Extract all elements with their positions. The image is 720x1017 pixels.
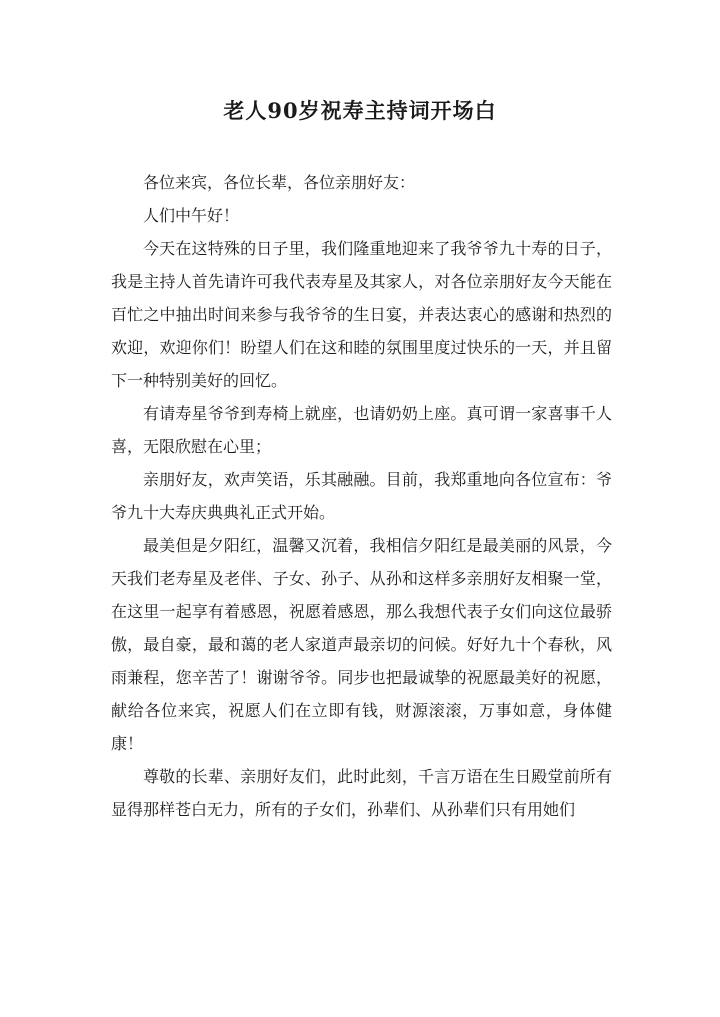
document-title: 老人90岁祝寿主持词开场白: [223, 98, 497, 123]
paragraph-announcement: 亲朋好友，欢声笑语，乐其融融。目前，我郑重地向各位宣布：爷爷九十大寿庆典典礼正式开始。: [111, 470, 612, 522]
paragraph-good-noon: 人们中午好！: [143, 206, 240, 225]
paragraph-seating: 有请寿星爷爷到寿椅上就座，也请奶奶上座。真可谓一家喜事千人喜，无限欣慰在心里；: [111, 404, 612, 456]
document-body: [111, 166, 612, 826]
paragraph-greeting: 各位来宾，各位长辈，各位亲朋好友：: [143, 173, 416, 192]
paragraph-closing: 尊敬的长辈、亲朋好友们，此时此刻，千言万语在生日殿堂前所有显得那样苍白无力，所有的子女们，孙辈们、从孙辈们只有用她们: [111, 767, 612, 819]
paragraph-sunset: 最美但是夕阳红，温馨又沉着，我相信夕阳红是最美丽的风景，今天我们老寿星及老伴、子女、孙子、从孙和这样多亲朋好友相聚一堂，在这里一起享有着感恩，祝愿着感恩，那么我想代表子女们向这位最骄傲，最自豪，最和蔼的老人家道声最亲切的问候。好好九十个春秋，风雨兼程，您辛苦了！谢谢爷爷。同步也把最诚挚的祝愿最美好的祝愿，献给各位来宾，祝愿人们在立即有钱，财源滚滚，万事如意，身体健康！: [111, 536, 612, 753]
paragraph-welcome: 今天在这特殊的日子里，我们隆重地迎来了我爷爷九十寿的日子，我是主持人首先请许可我代表寿星及其家人，对各位亲朋好友今天能在百忙之中抽出时间来参与我爷爷的生日宴，并表达衷心的感谢和热烈的欢迎，欢迎你们！盼望人们在这和睦的氛围里度过快乐的一天，并且留下一种特别美好的回忆。: [111, 239, 612, 390]
